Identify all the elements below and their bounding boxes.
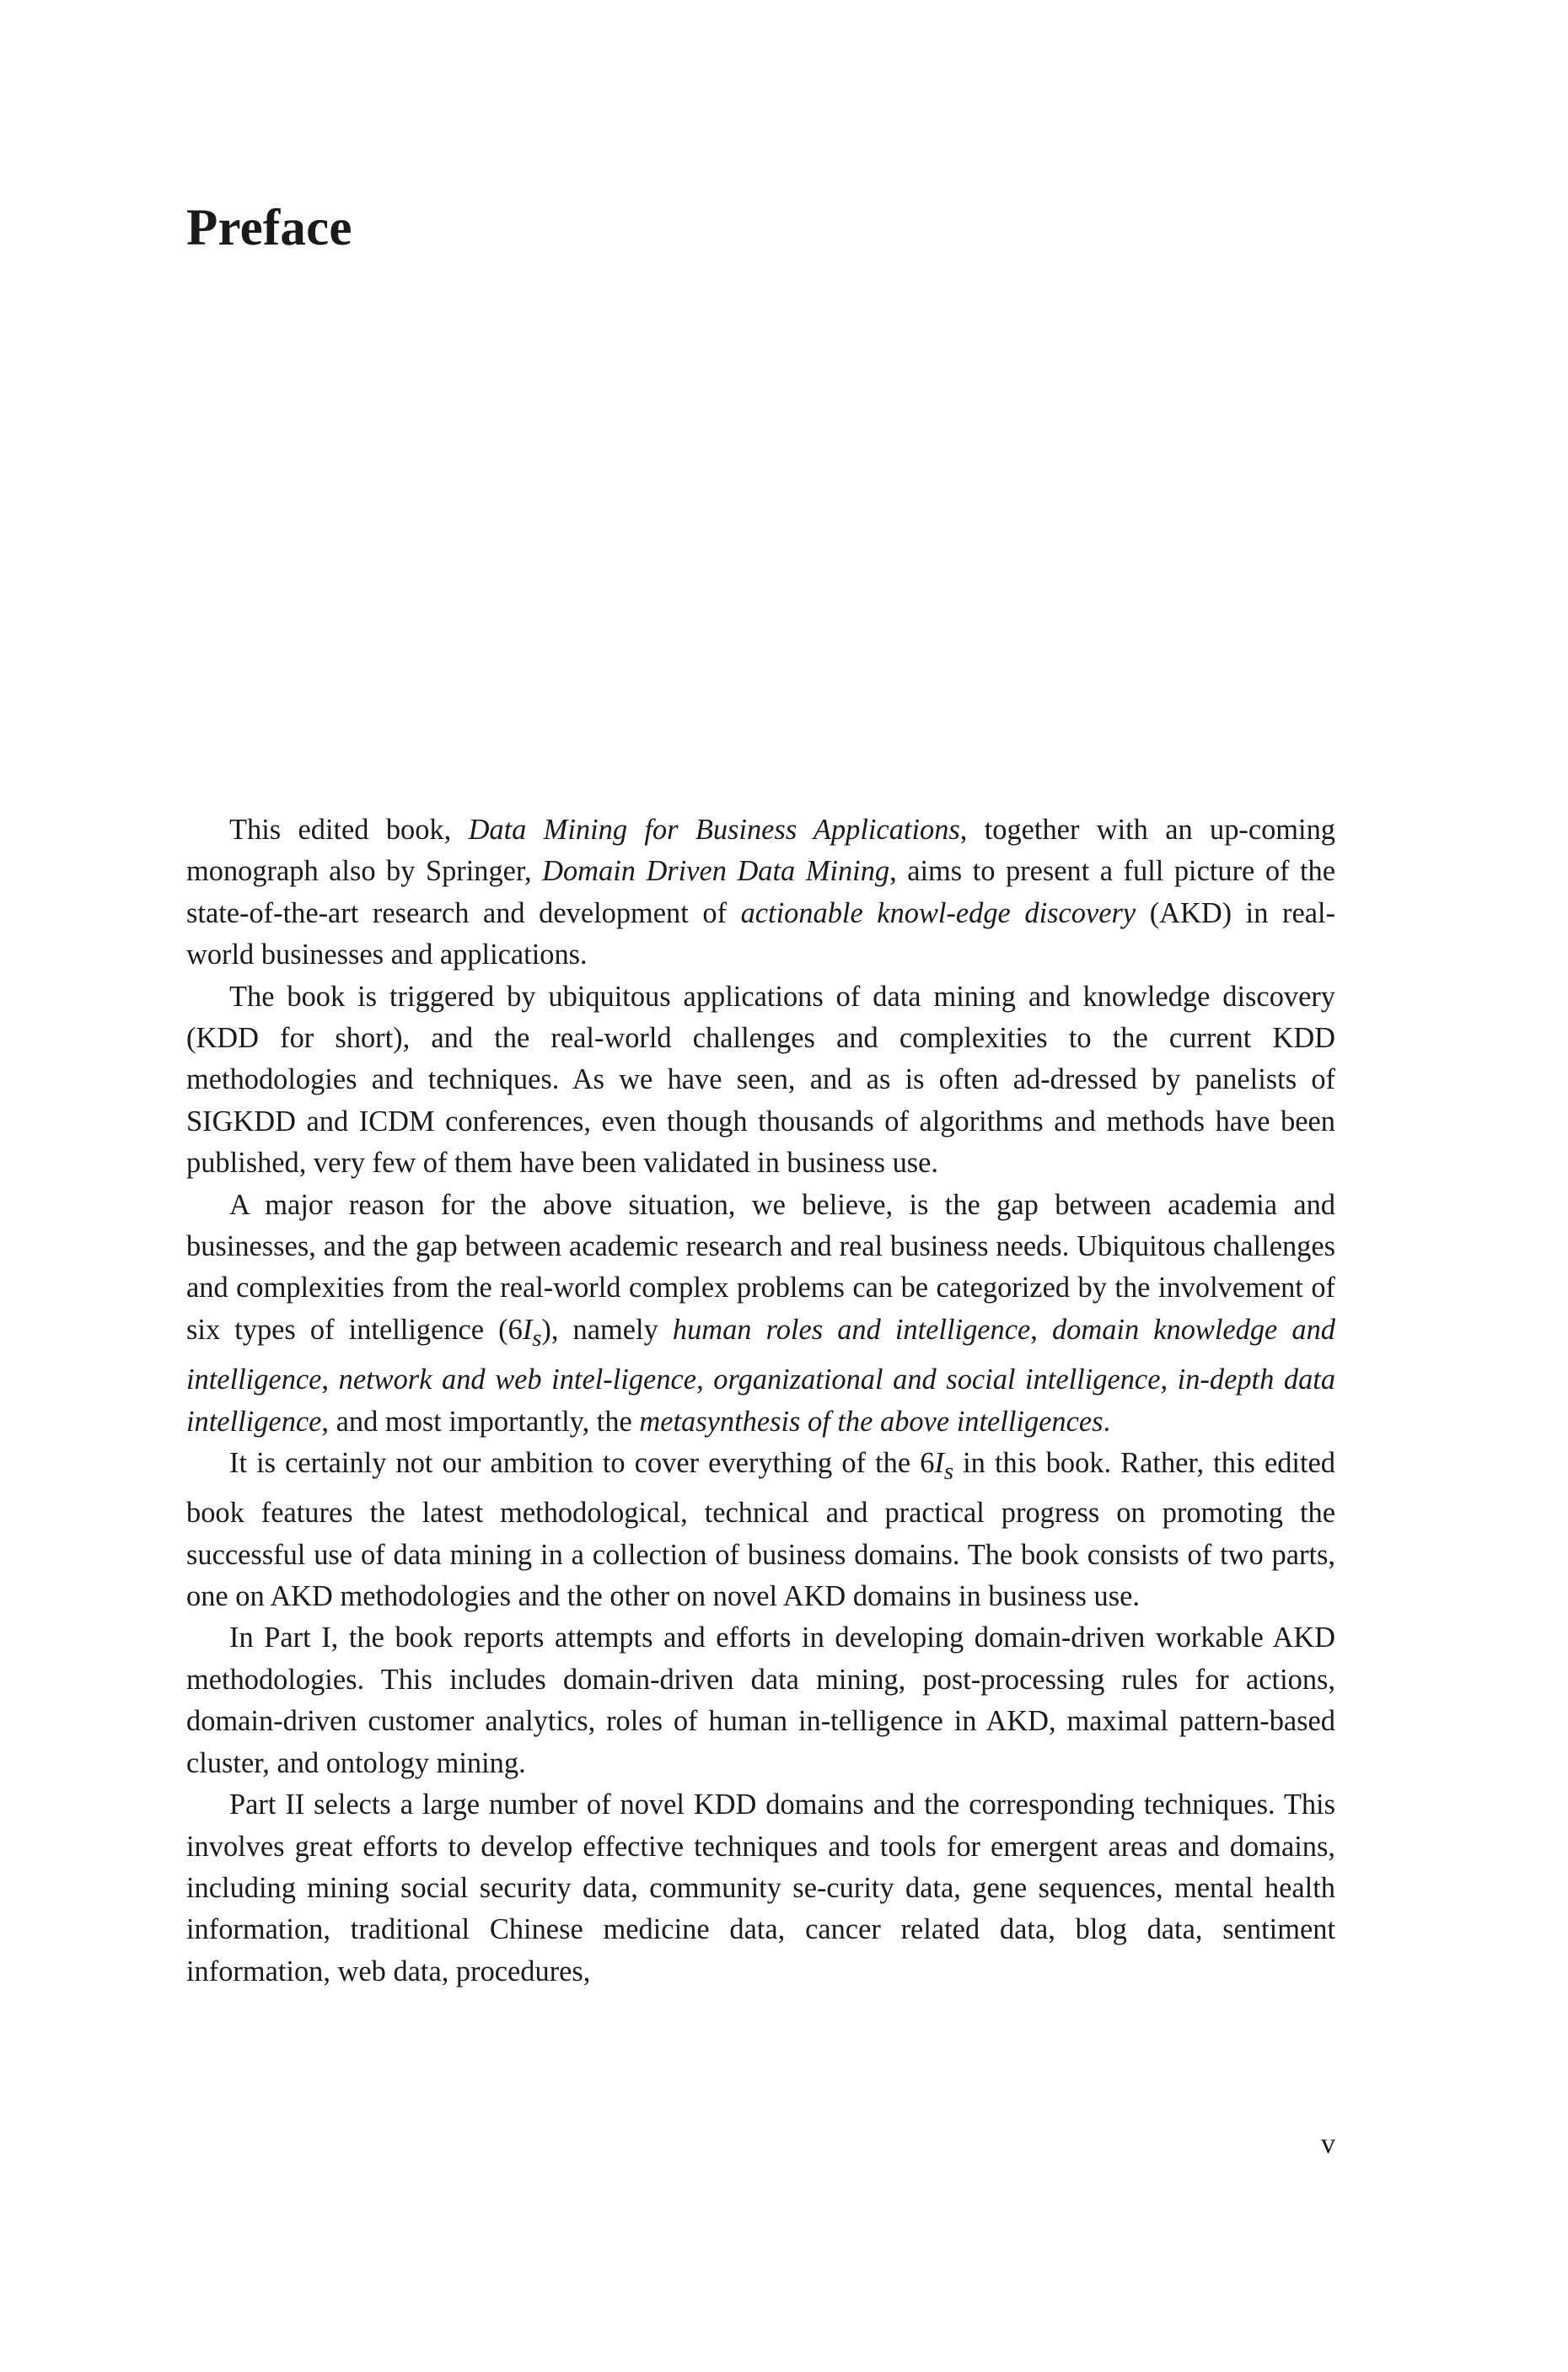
text-run: It is certainly not our ambition to cover everything of the 6 <box>229 1446 935 1479</box>
math-subscript <box>532 1325 541 1352</box>
text-run: , aims to present a full picture of the state-of-the-art research and development of <box>186 855 1335 929</box>
emphasis-term: in-depth data intelligence <box>186 1363 1336 1438</box>
text-run: , <box>1160 1363 1178 1396</box>
text-run: , <box>1030 1313 1052 1346</box>
emphasis-term: metasynthesis of the above intelligences <box>639 1405 1104 1438</box>
text-run: ), namely <box>541 1313 673 1346</box>
emphasis-term: actionable knowl-edge discovery <box>740 896 1136 929</box>
paragraph-4 <box>186 1443 1335 1618</box>
paragraph-2 <box>186 976 1335 1185</box>
text-run: A major reason for the above situation, we believe, is the gap between academia and businesses, and the gap between academic research and real business needs. Ubiquitous challenges and complexities from the real-world complex problems can be categorized by the involvement of six types of intelligence (6 <box>186 1188 1335 1346</box>
emphasis-book-title: Data Mining for Business Applications <box>468 814 960 846</box>
paragraph-3 <box>186 1185 1335 1443</box>
text-run: (AKD) in real-world businesses and applications. <box>186 896 1335 971</box>
preface-body <box>186 809 1335 1993</box>
emphasis-term: organizational and social intelligence <box>713 1363 1161 1396</box>
text-run: , <box>696 1363 714 1396</box>
paragraph-1 <box>186 809 1335 976</box>
math-symbol: I <box>522 1313 533 1346</box>
text-run: The book is triggered by ubiquitous applications of data mining and knowledge discovery (KDD for short), and the real-world challenges and complexities to the current KDD methodologies and techniques. As we have seen, and as is often ad-dressed by panelists of SIGKDD and ICDM conferences, even though thousands of algorithms and methods have been published, very few of them have been validated in business use. <box>186 980 1335 1180</box>
math-subscript <box>944 1458 953 1485</box>
text-run: In Part I, the book reports attempts and efforts in developing domain-driven workable AKD methodologies. This includes domain-driven data mining, post-processing rules for actions, domain-driven customer analytics, roles of human in-telligence in AKD, maximal pattern-based cluster, and ontology mining. <box>186 1622 1335 1779</box>
emphasis-monograph-title: Domain Driven Data Mining <box>542 855 890 888</box>
page-number: v <box>1321 2128 1335 2160</box>
text-run: Part II selects a large number of novel KDD domains and the corresponding techniques. This involves great efforts to develop effective techniques and tools for emergent areas and domains, including mining social security data, community se-curity data, gene sequences, mental health information, traditional Chinese medicine data, cancer related data, blog data, sentiment information, web data, procedures, <box>186 1788 1335 1987</box>
text-run: , together with an up-coming monograph also by Springer, <box>186 814 1336 888</box>
text-run: , and most importantly, the <box>321 1405 640 1438</box>
math-subscript-text: s <box>532 1324 542 1352</box>
text-run: in this book. Rather, this edited book features the latest methodological, technical and practical progress on promoting the successful use of data mining in a collection of business domains. The book consists of two parts, one on AKD methodologies and the other on novel AKD domains in business use. <box>186 1446 1335 1613</box>
text-run: . <box>1103 1405 1111 1438</box>
text-run: This edited book, <box>229 814 469 846</box>
emphasis-term: network and web intel-ligence <box>338 1363 697 1396</box>
paragraph-5 <box>186 1617 1335 1784</box>
emphasis-term: human roles and intelligence <box>672 1313 1031 1346</box>
math-subscript-text: s <box>943 1457 953 1485</box>
paragraph-6 <box>186 1784 1335 1993</box>
emphasis-term: domain knowledge and intelligence <box>186 1313 1335 1396</box>
math-symbol: I <box>934 1446 944 1479</box>
page-title: Preface <box>186 200 352 256</box>
text-run: , <box>321 1363 339 1396</box>
